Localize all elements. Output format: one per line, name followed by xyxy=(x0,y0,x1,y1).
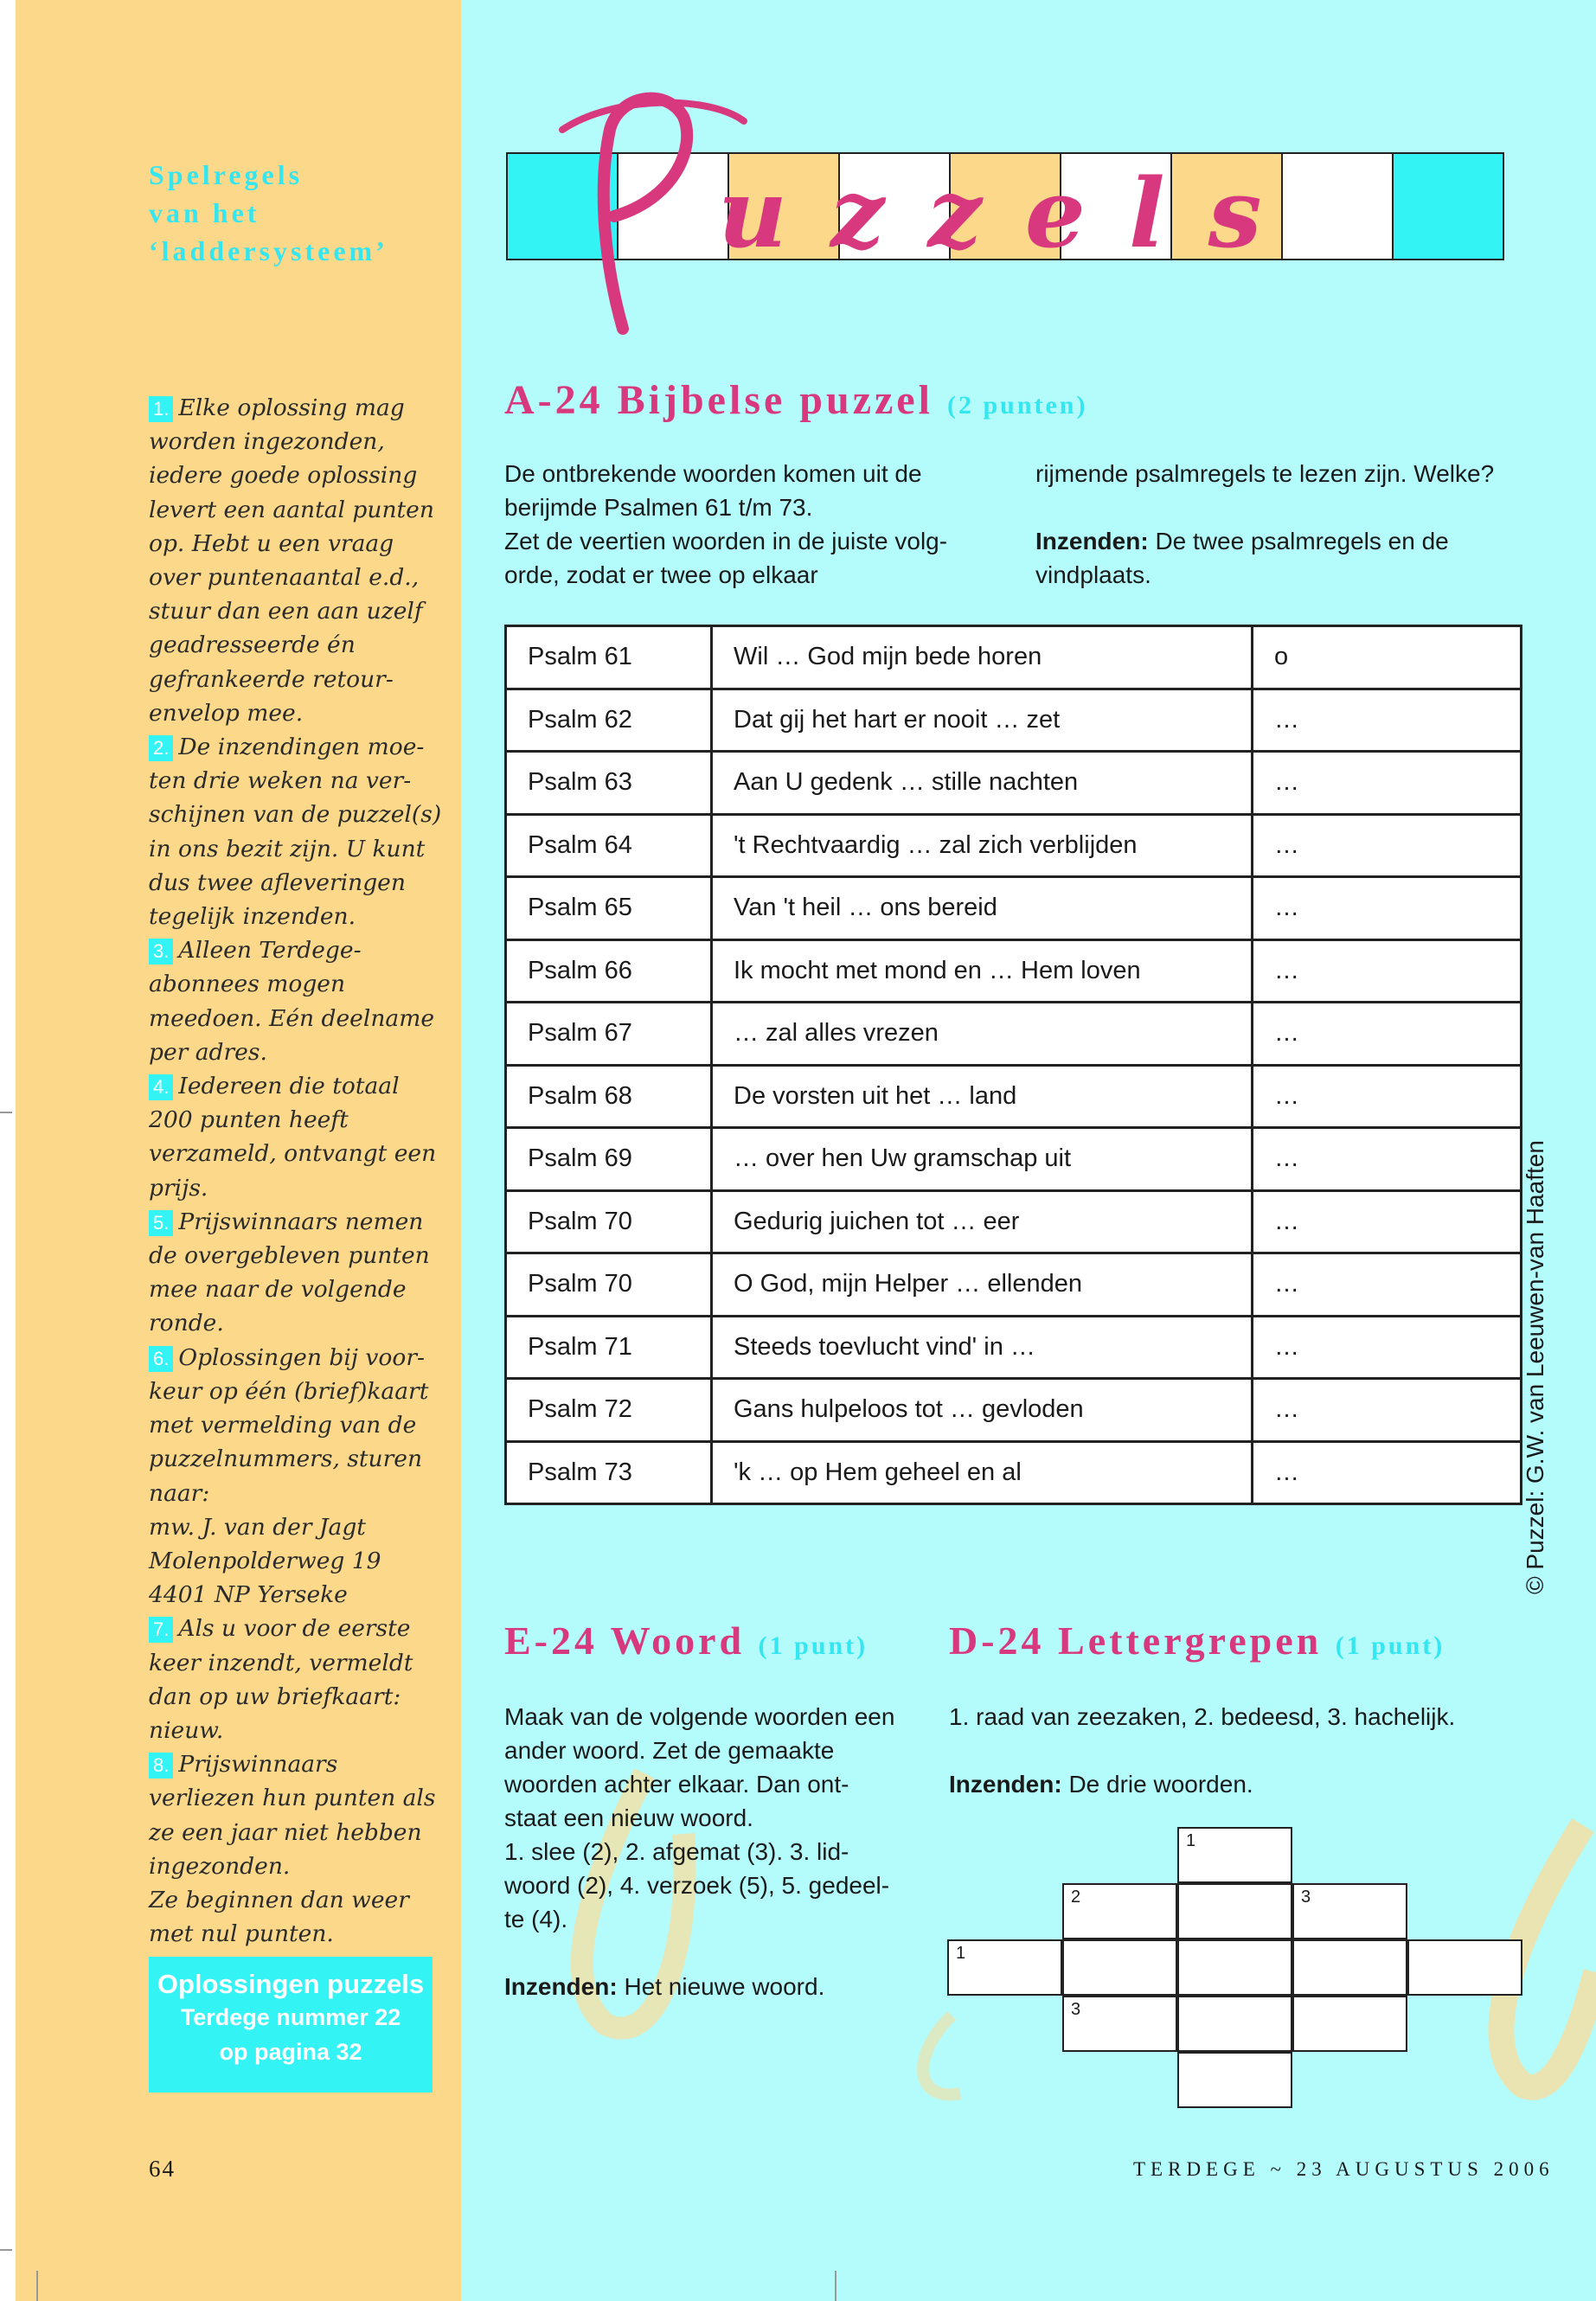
answer-cell[interactable]: … xyxy=(1253,877,1522,940)
line-cell: Ik mocht met mond en … Hem loven xyxy=(712,939,1253,1003)
grid-number: 1 xyxy=(956,1944,966,1963)
solutions-line: op pagina 32 xyxy=(219,2039,362,2065)
psalm-cell: Psalm 63 xyxy=(506,752,712,815)
rule-text: 4401 NP Yerseke xyxy=(149,1581,348,1609)
line-cell: Steeds toevlucht vind' in … xyxy=(712,1316,1253,1379)
rule-text: Molenpolderweg 19 xyxy=(149,1547,381,1574)
rule-number: 6. xyxy=(149,1346,173,1372)
d24-send xyxy=(949,1767,1537,1801)
grid-number: 2 xyxy=(1071,1888,1081,1907)
psalm-cell: Psalm 72 xyxy=(506,1379,712,1442)
answer-cell[interactable]: … xyxy=(1253,939,1522,1003)
a24-send-label: Inzenden: xyxy=(1035,528,1149,554)
grid-cell[interactable] xyxy=(1062,1883,1177,1939)
grid-cell[interactable] xyxy=(1177,2052,1292,2108)
d24-body xyxy=(949,1700,1537,1801)
rule-text: De inzendingen moe-ten drie weken na ver-schijnen van de puzzel(s) in ons bezit zijn. U kunt dus twee afleveringen tegelijk inzenden. xyxy=(149,734,442,931)
rule-number: 5. xyxy=(149,1210,173,1236)
table-row xyxy=(506,1128,1522,1191)
rule-text: Elke oplossing mag worden ingezonden, iedere goede oplossing levert een aantal punten op. Hebt u een vraag over puntenaantal e.d., stuur dan een aan uzelf geadresseerde én gefrankeerde retour-envelop mee. xyxy=(149,394,434,727)
psalm-cell: Psalm 65 xyxy=(506,877,712,940)
rule-item xyxy=(149,1578,447,1612)
crop-mark xyxy=(36,2271,38,2301)
table-row xyxy=(506,1316,1522,1379)
rule-item xyxy=(149,730,447,933)
grid-cell[interactable] xyxy=(1062,1996,1177,2052)
table-row xyxy=(506,814,1522,877)
rule-item xyxy=(149,933,447,1069)
rule-item xyxy=(149,1341,447,1510)
grid-cell[interactable] xyxy=(1292,1996,1407,2052)
e24-send xyxy=(504,1970,928,2003)
crop-mark xyxy=(835,2271,836,2301)
rule-text: Oplossingen bij voor-keur op één (brief)kaart met vermelding van de puzzelnummers, sturen naar: xyxy=(149,1343,429,1507)
table-row xyxy=(506,752,1522,815)
line-cell: … over hen Uw gramschap uit xyxy=(712,1128,1253,1191)
grid-cell[interactable] xyxy=(1177,1883,1292,1939)
e24-title-text: E-24 Woord xyxy=(504,1618,746,1663)
rule-number: 2. xyxy=(149,735,173,761)
answer-cell[interactable]: … xyxy=(1253,814,1522,877)
psalm-cell: Psalm 68 xyxy=(506,1065,712,1128)
solutions-line: Terdege nummer 22 xyxy=(180,2004,401,2030)
rule-text: Alleen Terdege-abonnees mogen meedoen. Eén deelname per adres. xyxy=(149,937,435,1066)
psalm-cell: Psalm 62 xyxy=(506,689,712,752)
d24-points: (1 punt) xyxy=(1335,1631,1445,1660)
rule-item xyxy=(149,391,447,730)
e24-line: te (4). xyxy=(504,1906,568,1932)
table-row xyxy=(506,877,1522,940)
rule-number: 3. xyxy=(149,939,173,965)
rule-item xyxy=(149,1612,447,1747)
grid-cell[interactable] xyxy=(1062,1939,1177,1996)
grid-cell[interactable] xyxy=(1177,1939,1292,1996)
answer-cell[interactable]: … xyxy=(1253,1190,1522,1253)
a24-title xyxy=(504,376,1087,424)
page-number: 64 xyxy=(149,2156,176,2182)
answer-cell[interactable]: … xyxy=(1253,1128,1522,1191)
rule-number: 7. xyxy=(149,1617,173,1643)
answer-cell[interactable]: … xyxy=(1253,1316,1522,1379)
table-row xyxy=(506,1441,1522,1504)
grid-number: 3 xyxy=(1071,2000,1081,2019)
line-cell: De vorsten uit het … land xyxy=(712,1065,1253,1128)
psalm-cell: Psalm 66 xyxy=(506,939,712,1003)
line-cell: Gans hulpeloos tot … gevloden xyxy=(712,1379,1253,1442)
a24-send-text2: vindplaats. xyxy=(1035,561,1151,588)
e24-line: staat een nieuw woord. xyxy=(504,1804,753,1831)
rule-text: Ze beginnen dan weer met nul punten. xyxy=(149,1886,409,1948)
psalm-cell: Psalm 73 xyxy=(506,1441,712,1504)
a24-send xyxy=(1035,524,1529,558)
d24-title xyxy=(949,1618,1445,1663)
rule-item xyxy=(149,1510,447,1544)
rule-text: Prijswinnaars nemen de overgebleven punten mee naar de volgende ronde. xyxy=(149,1208,430,1337)
magazine-footer: TERDEGE ~ 23 AUGUSTUS 2006 xyxy=(1133,2158,1554,2180)
a24-send-text: De twee psalmregels en de xyxy=(1155,528,1449,554)
puzzels-word: Puzzels xyxy=(510,69,514,70)
grid-cell[interactable] xyxy=(1292,1883,1407,1939)
rule-item xyxy=(149,1205,447,1341)
table-row xyxy=(506,626,1522,689)
rules-title xyxy=(149,156,434,270)
a24-title-text: A-24 Bijbelse puzzel xyxy=(504,377,933,423)
solutions-title: Oplossingen puzzels xyxy=(157,1969,425,1999)
e24-send-label: Inzenden: xyxy=(504,1973,618,2000)
rule-text: Prijswinnaars verliezen hun punten als ze een jaar niet hebben ingezonden. xyxy=(149,1751,436,1880)
line-cell: Wil … God mijn bede horen xyxy=(712,626,1253,689)
e24-line: Maak van de volgende woorden een xyxy=(504,1703,895,1730)
e24-line: woorden achter elkaar. Dan ont- xyxy=(504,1771,849,1798)
solutions-box xyxy=(149,1957,433,2093)
table-row xyxy=(506,1190,1522,1253)
answer-cell[interactable]: … xyxy=(1253,1379,1522,1442)
table-row xyxy=(506,939,1522,1003)
table-row xyxy=(506,1003,1522,1066)
line-cell: Dat gij het hart er nooit … zet xyxy=(712,689,1253,752)
d24-title-text: D-24 Lettergrepen xyxy=(949,1618,1323,1663)
rule-item xyxy=(149,1069,447,1205)
table-row xyxy=(506,689,1522,752)
psalm-cell: Psalm 69 xyxy=(506,1128,712,1191)
answer-cell[interactable]: … xyxy=(1253,1065,1522,1128)
a24-intro-line: rijmende psalmregels te lezen zijn. Welke? xyxy=(1035,460,1495,487)
grid-cell[interactable] xyxy=(1292,1939,1407,1996)
crop-mark xyxy=(0,2249,12,2251)
line-cell: … zal alles vrezen xyxy=(712,1003,1253,1066)
answer-cell[interactable]: … xyxy=(1253,1441,1522,1504)
grid-cell[interactable] xyxy=(1177,1996,1292,2052)
d24-send-label: Inzenden: xyxy=(949,1771,1062,1798)
line-cell: Gedurig juichen tot … eer xyxy=(712,1190,1253,1253)
answer-cell[interactable]: … xyxy=(1253,1003,1522,1066)
e24-line: 1. slee (2), 2. afgemat (3). 3. lid- xyxy=(504,1838,849,1865)
d24-clue: 1. raad van zeezaken, 2. bedeesd, 3. hachelijk. xyxy=(949,1703,1456,1730)
a24-intro-line: orde, zodat er twee op elkaar xyxy=(504,561,818,588)
answer-cell[interactable]: … xyxy=(1253,1253,1522,1317)
puzzle-credit: © Puzzel: G.W. van Leeuwen-van Haaften xyxy=(1522,1140,1548,1594)
table-row xyxy=(506,1379,1522,1442)
e24-line: ander woord. Zet de gemaakte xyxy=(504,1737,835,1764)
psalm-cell: Psalm 70 xyxy=(506,1253,712,1317)
rules-title-line: ‘laddersysteem’ xyxy=(149,235,388,266)
psalm-cell: Psalm 67 xyxy=(506,1003,712,1066)
rules-title-line: Spelregels xyxy=(149,159,304,190)
line-cell: Aan U gedenk … stille nachten xyxy=(712,752,1253,815)
rule-text: Iedereen die totaal 200 punten heeft verzameld, ontvangt een prijs. xyxy=(149,1073,437,1202)
line-cell: O God, mijn Helper … ellenden xyxy=(712,1253,1253,1317)
psalm-cell: Psalm 61 xyxy=(506,626,712,689)
rule-number: 1. xyxy=(149,396,173,422)
e24-points: (1 punt) xyxy=(758,1631,869,1660)
a24-intro-line: berijmde Psalmen 61 t/m 73. xyxy=(504,494,813,521)
grid-number: 3 xyxy=(1301,1888,1311,1907)
grid-cell[interactable] xyxy=(947,1939,1062,1996)
e24-send-text: Het nieuwe woord. xyxy=(624,1973,825,2000)
grid-cell[interactable] xyxy=(1407,1939,1522,1996)
psalm-cell: Psalm 70 xyxy=(506,1190,712,1253)
table-row xyxy=(506,1065,1522,1128)
puzzels-logo xyxy=(510,69,1462,355)
rule-item xyxy=(149,1883,447,1951)
line-cell: 't Rechtvaardig … zal zich verblijden xyxy=(712,814,1253,877)
answer-cell[interactable]: … xyxy=(1253,752,1522,815)
a24-intro-line: De ontbrekende woorden komen uit de xyxy=(504,460,922,487)
e24-line: woord (2), 4. verzoek (5), 5. gedeel- xyxy=(504,1872,890,1899)
a24-intro-line: Zet de veertien woorden in de juiste volg- xyxy=(504,528,948,554)
a24-intro xyxy=(504,457,989,592)
rule-item xyxy=(149,1544,447,1578)
rules-title-line: van het xyxy=(149,197,260,228)
rule-text: Als u voor de eerste keer inzendt, vermeldt dan op uw briefkaart: nieuw. xyxy=(149,1615,413,1744)
crop-mark xyxy=(0,1112,12,1113)
psalm-table xyxy=(504,625,1522,1505)
grid-number: 1 xyxy=(1186,1831,1196,1850)
line-cell: 'k … op Hem geheel en al xyxy=(712,1441,1253,1504)
psalm-cell: Psalm 64 xyxy=(506,814,712,877)
d24-send-text: De drie woorden. xyxy=(1068,1771,1253,1798)
psalm-cell: Psalm 71 xyxy=(506,1316,712,1379)
rules-list xyxy=(149,391,447,1951)
grid-cell[interactable] xyxy=(1177,1827,1292,1883)
answer-cell[interactable]: … xyxy=(1253,689,1522,752)
e24-body xyxy=(504,1700,928,2003)
answer-cell[interactable]: o xyxy=(1253,626,1522,689)
a24-intro-col2 xyxy=(1035,457,1529,592)
a24-points: (2 punten) xyxy=(946,391,1088,420)
line-cell: Van 't heil … ons bereid xyxy=(712,877,1253,940)
e24-title xyxy=(504,1618,868,1663)
rule-number: 8. xyxy=(149,1753,173,1779)
svg-text:uzzels: uzzels xyxy=(718,157,1305,269)
rule-text: mw. J. van der Jagt xyxy=(149,1513,366,1541)
rule-item xyxy=(149,1747,447,1883)
rule-number: 4. xyxy=(149,1074,173,1100)
table-row xyxy=(506,1253,1522,1317)
